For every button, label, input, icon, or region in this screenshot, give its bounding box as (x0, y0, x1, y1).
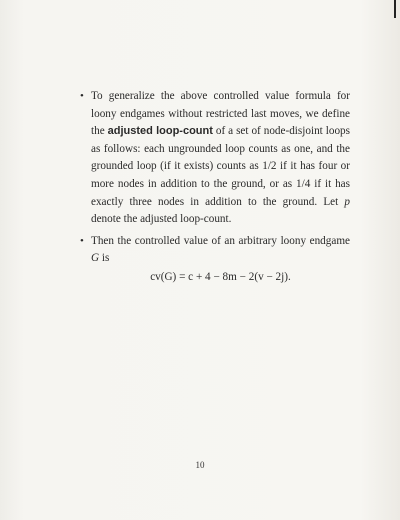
bullet-1-text-1: To generalize the above controlled value formula for loony endgames without restricted last moves, we define the (91, 90, 350, 138)
bullet-1-text-2: of a set of node-disjoint loops as follows: each ungrounded loop counts as one, and the grounded loop (if it exists) counts as 1/2 if it has four or more nodes in addition to the ground, or as 1/4 if it has exactly three nodes in addition to the ground. Let (91, 125, 350, 208)
bullet-item-adjusted-loop-count (80, 88, 350, 229)
bullet-2-text-2: is (99, 252, 110, 265)
bullet-1-text-3: denote the adjusted loop-count. (91, 213, 232, 226)
bullet-icon: • (80, 234, 84, 247)
bullet-2-text-1: Then the controlled value of an arbitrary loony endgame (91, 234, 350, 247)
scan-edge-mark (394, 0, 396, 18)
bullet-icon: • (80, 90, 84, 102)
page-number: 10 (195, 460, 205, 470)
bullet-item-controlled-value (80, 233, 350, 287)
bullet-1-variable: p (344, 195, 350, 208)
bullet-2-variable: G (91, 252, 100, 265)
controlled-value-formula: cv(G) = c + 4 − 8m − 2(v − 2j). (150, 270, 291, 283)
page-content (80, 88, 350, 291)
bullet-1-bold-term: adjusted loop-count (107, 125, 213, 138)
